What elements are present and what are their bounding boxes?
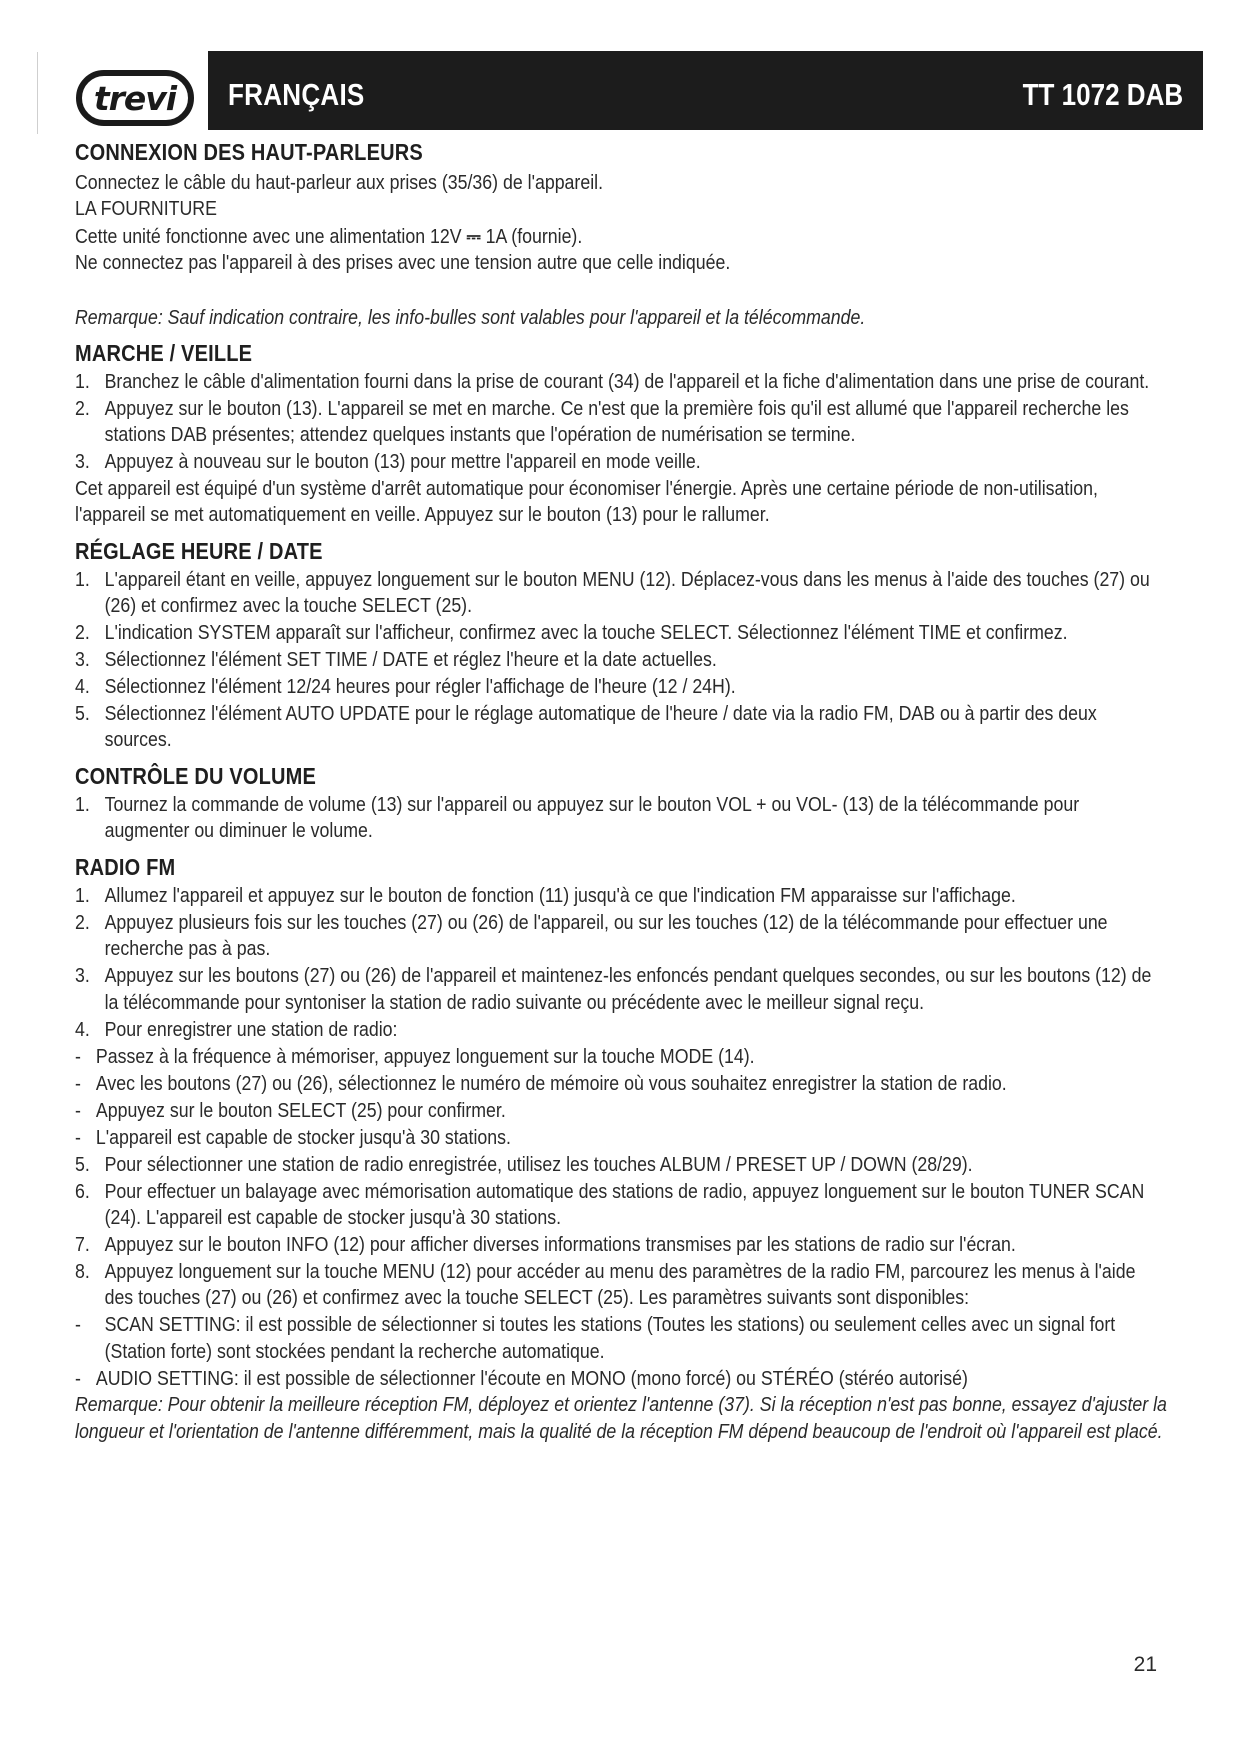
auto-standby-text: Cet appareil est équipé d'un système d'arrêt automatique pour économiser l'énergie. Après une certaine période de non-utilisation, l'appareil se met automatiquement en veille. Appuyez sur le bouton (13) pour le rallumer. (75, 477, 1098, 527)
list-item: 8. Appuyez longuement sur la touche MENU (12) pour accéder au menu des paramètres de la radio FM, parcourez les menus à l'aide des touches (27) ou (26) et confirmez avec la touche SELECT (25). Les paramètres suivants sont disponibles: (75, 1260, 1136, 1310)
section-title-power: MARCHE / VEILLE (75, 340, 253, 367)
trevi-logo: trevi (76, 70, 194, 126)
list-item: - Avec les boutons (27) ou (26), sélectionnez le numéro de mémoire où vous souhaitez enregistrer la station de radio. (75, 1072, 1007, 1095)
list-item: 1. Tournez la commande de volume (13) sur l'appareil ou appuyez sur le bouton VOL + ou VOL- (13) de la télécommande pour augmenter ou diminuer le volume. (75, 793, 1080, 843)
dc-symbol-icon: ⎓ (466, 223, 481, 248)
list-item: 1. Allumez l'appareil et appuyez sur le bouton de fonction (11) jusqu'à ce que l'indication FM apparaisse sur l'affichage. (75, 884, 1016, 907)
section-title-speakers: CONNEXION DES HAUT-PARLEURS (75, 139, 423, 165)
list-item: 4. Sélectionnez l'élément 12/24 heures pour régler l'affichage de l'heure (12 / 24H). (75, 676, 736, 699)
header-bar (208, 51, 1203, 130)
list-item: 2. Appuyez plusieurs fois sur les touches (27) ou (26) de l'appareil, ou sur les touches (12) de la télécommande pour effectuer une recherche pas à pas. (75, 911, 1108, 961)
manual-content (75, 136, 1168, 1445)
list-item: 5. Pour sélectionner une station de radio enregistrée, utilisez les touches ALBUM / PRESET UP / DOWN (28/29). (75, 1153, 973, 1176)
header-language: FRANÇAIS (228, 77, 365, 112)
list-item: 5. Sélectionnez l'élément AUTO UPDATE pour le réglage automatique de l'heure / date via la radio FM, DAB ou à partir des deux sources. (75, 703, 1097, 752)
list-item: - SCAN SETTING: il est possible de sélectionner si toutes les stations (Toutes les stations) ou seulement celles avec un signal fort (Station forte) sont stockées pendant la recherche automatique. (75, 1314, 1116, 1363)
section-title-volume: CONTRÔLE DU VOLUME (75, 762, 317, 789)
page-number: 21 (1133, 1653, 1157, 1676)
header-model: TT 1072 DAB (1022, 77, 1183, 112)
list-item: - AUDIO SETTING: il est possible de sélectionner l'écoute en MONO (mono forcé) ou STÉRÉO (stéréo autorisé) (75, 1367, 968, 1390)
list-item: 2. L'indication SYSTEM apparaît sur l'afficheur, confirmez avec la touche SELECT. Sélectionnez l'élément TIME et confirmez. (75, 622, 1068, 645)
list-item: - Appuyez sur le bouton SELECT (25) pour confirmer. (75, 1099, 506, 1122)
note-tooltips: Remarque: Sauf indication contraire, les info-bulles sont valables pour l'appareil et la télécommande. (75, 306, 866, 329)
power-supply-text: Cette unité fonctionne avec une alimentation 12V (75, 225, 462, 248)
speakers-line-3 (75, 223, 1168, 250)
list-item: 4. Pour enregistrer une station de radio: (75, 1018, 398, 1041)
speakers-line-2: LA FOURNITURE (75, 198, 217, 221)
list-item: 7. Appuyez sur le bouton INFO (12) pour afficher diverses informations transmises par les stations de radio sur l'écran. (75, 1233, 1016, 1256)
power-supply-rating: 1A (fournie). (485, 225, 583, 248)
list-item: - L'appareil est capable de stocker jusqu'à 30 stations. (75, 1126, 511, 1149)
section-title-fm: RADIO FM (75, 853, 176, 880)
section-title-time: RÉGLAGE HEURE / DATE (75, 537, 323, 564)
list-item: 3. Sélectionnez l'élément SET TIME / DATE et réglez l'heure et la date actuelles. (75, 649, 717, 672)
note-fm-reception: Remarque: Pour obtenir la meilleure réception FM, déployez et orientez l'antenne (37). Si la réception n'est pas bonne, essayez d'ajuster la longueur et l'orientation de l'antenne différemment, mais la qualité de la réception FM dépend beaucoup de l'endroit où l'appareil est placé. (75, 1394, 1167, 1443)
margin-line (37, 52, 38, 134)
list-item: 6. Pour effectuer un balayage avec mémorisation automatique des stations de radio, appuyez longuement sur le bouton TUNER SCAN (24). L'appareil est capable de stocker jusqu'à 30 stations. (75, 1180, 1145, 1229)
list-item: 1. L'appareil étant en veille, appuyez longuement sur le bouton MENU (12). Déplacez-vous dans les menus à l'aide des touches (27) ou (26) et confirmez avec la touche SELECT (25). (75, 568, 1150, 618)
list-item: - Passez à la fréquence à mémoriser, appuyez longuement sur la touche MODE (14). (75, 1045, 755, 1068)
list-item: 3. Appuyez à nouveau sur le bouton (13) pour mettre l'appareil en mode veille. (75, 451, 701, 474)
list-item: 1. Branchez le câble d'alimentation fourni dans la prise de courant (34) de l'appareil et la fiche d'alimentation dans une prise de courant. (75, 371, 1150, 394)
list-item: 3. Appuyez sur les boutons (27) ou (26) de l'appareil et maintenez-les enfoncés pendant quelques secondes, ou sur les boutons (12) de la télécommande pour syntoniser la station de radio suivante ou précédente avec le meilleur signal reçu. (75, 965, 1152, 1014)
speakers-line-1: Connectez le câble du haut-parleur aux prises (35/36) de l'appareil. (75, 172, 604, 194)
speakers-line-4: Ne connectez pas l'appareil à des prises avec une tension autre que celle indiquée. (75, 252, 731, 275)
list-item: 2. Appuyez sur le bouton (13). L'appareil se met en marche. Ce n'est que la première fois qu'il est allumé que l'appareil recherche les stations DAB présentes; attendez quelques instants que l'opération de numérisation se termine. (75, 398, 1129, 447)
